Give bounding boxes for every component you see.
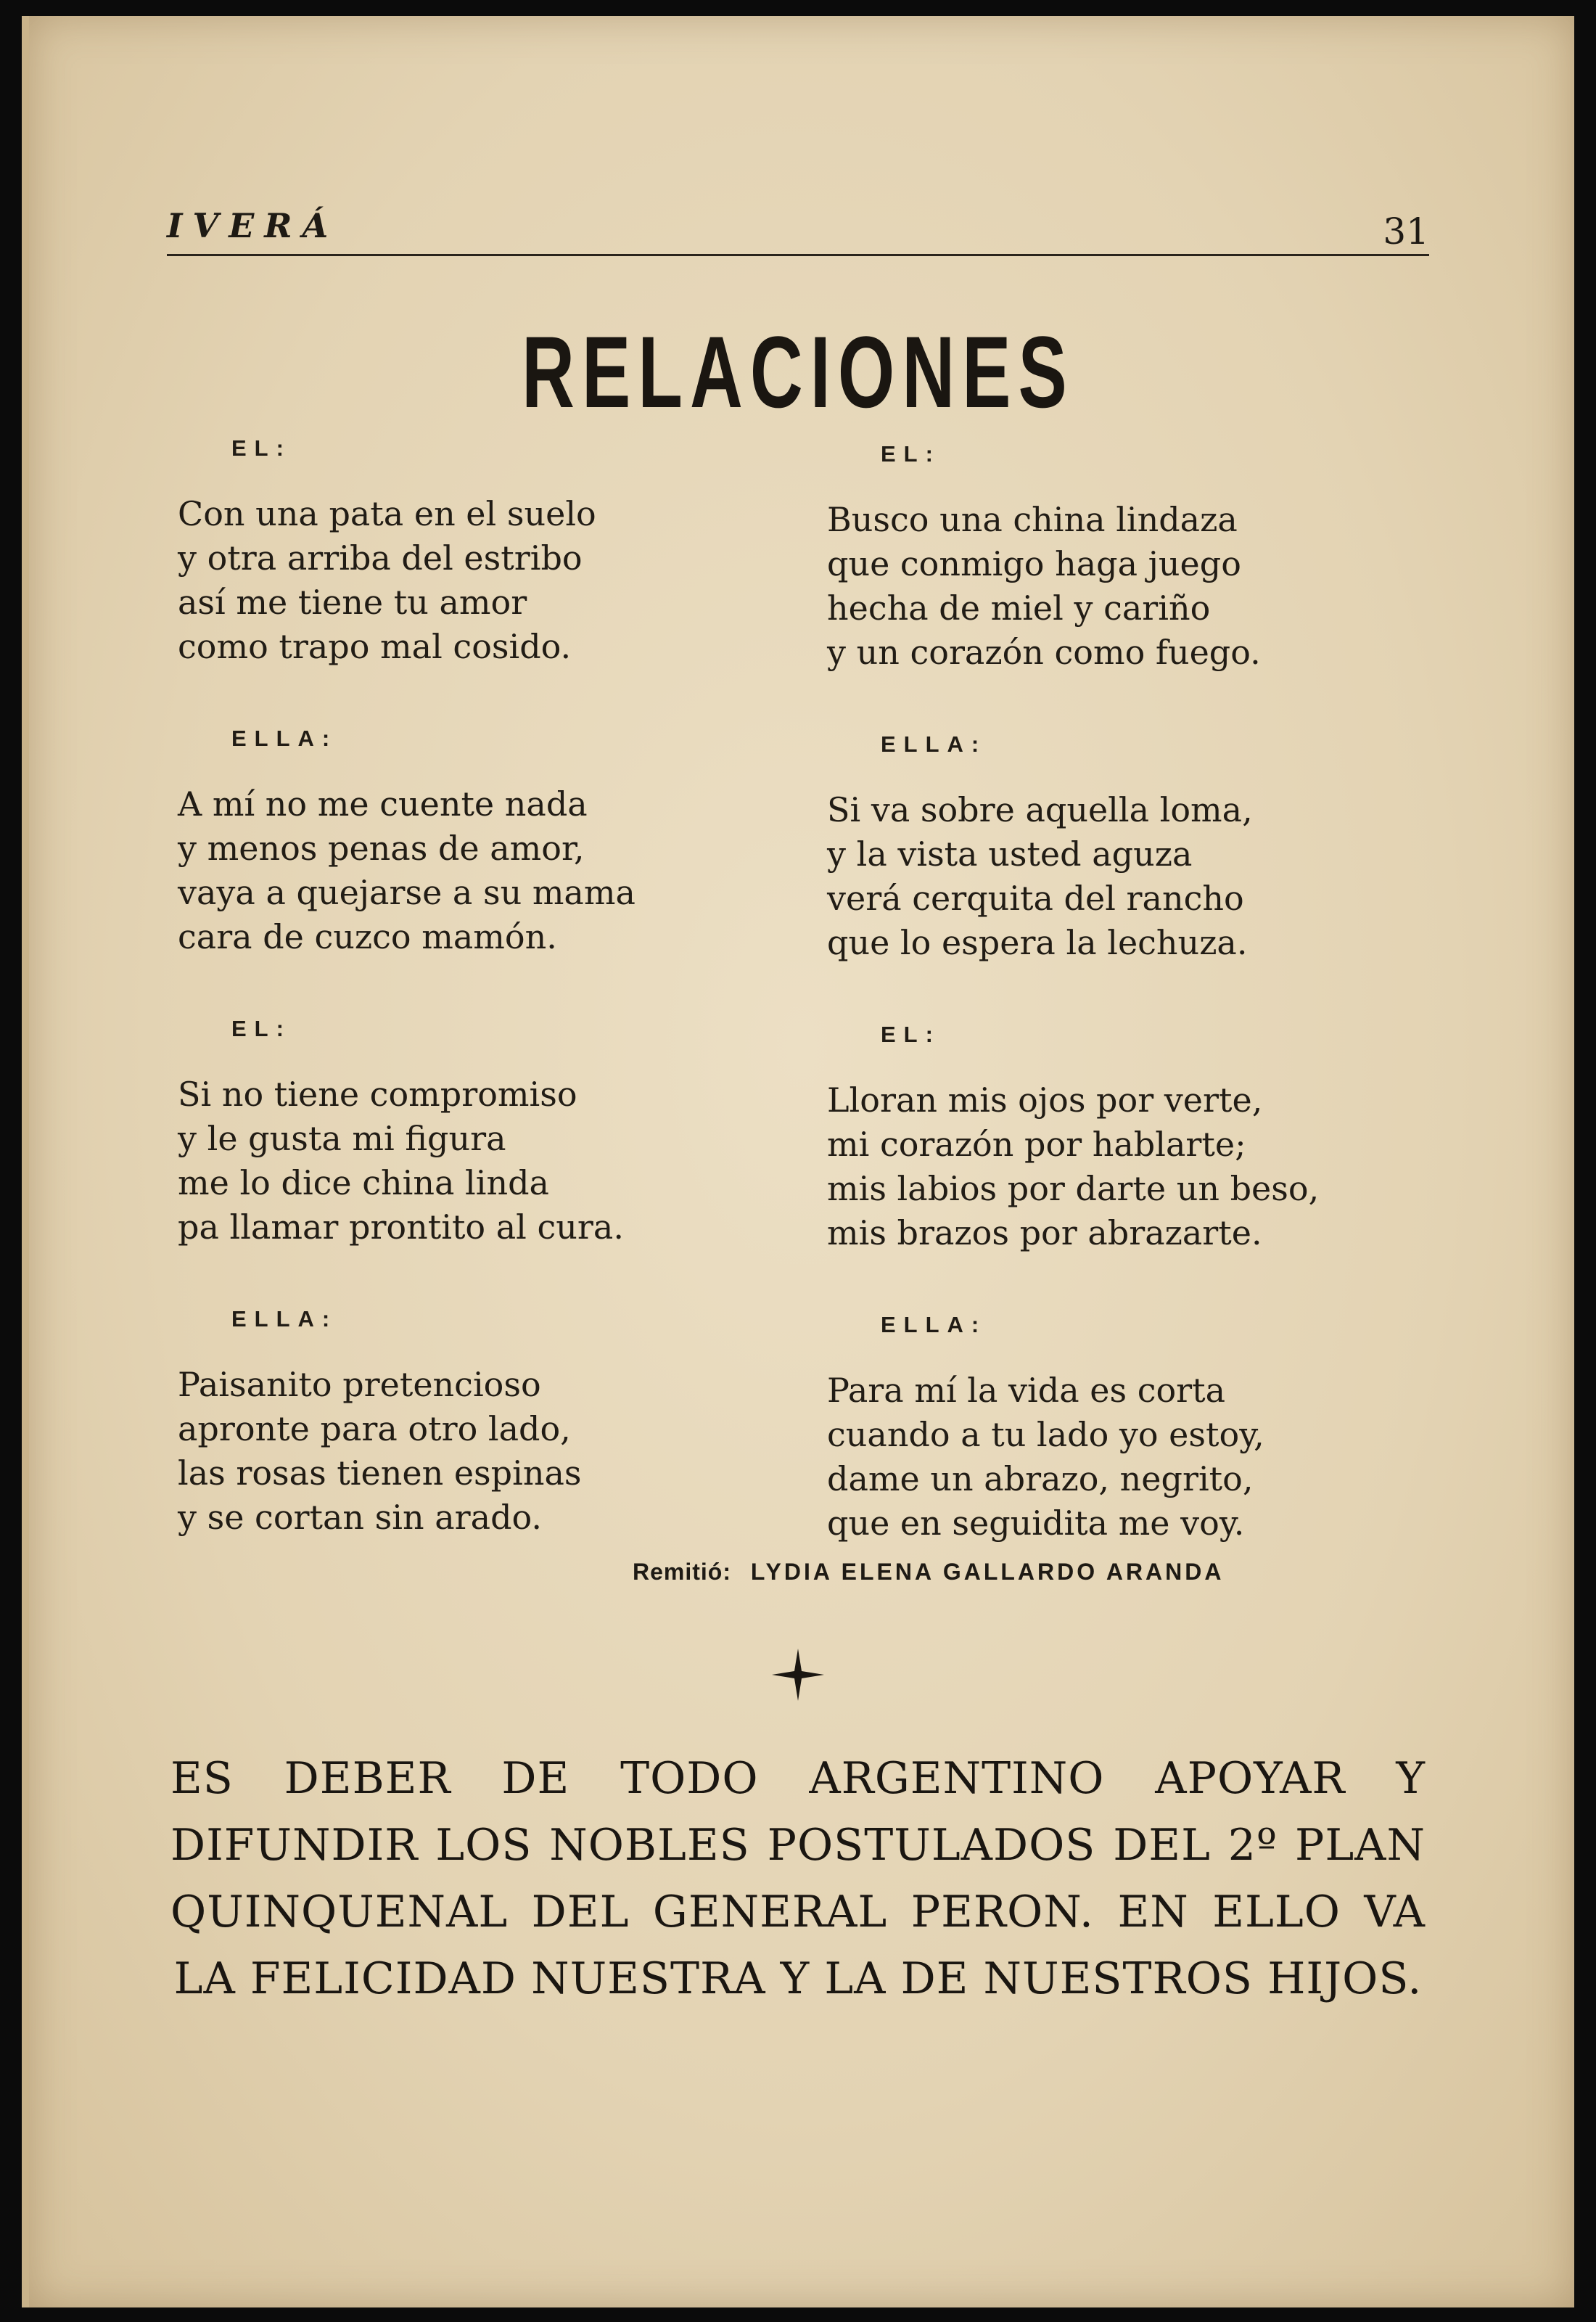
verse-line: Paisanito pretencioso (178, 1365, 541, 1404)
speaker-label: ELLA: (231, 1306, 338, 1332)
verse-line: y se cortan sin arado. (178, 1498, 543, 1537)
stanza (178, 1306, 744, 1540)
verse (178, 1072, 744, 1250)
verse-line: y un corazón como fuego. (827, 633, 1261, 672)
page-number: 31 (1383, 210, 1429, 253)
credit-name: LYDIA ELENA GALLARDO ARANDA (750, 1559, 1225, 1585)
stanza (178, 435, 744, 669)
speaker-label: EL: (231, 1016, 292, 1041)
verse-line: y otra arriba del estribo (178, 538, 583, 578)
verse (827, 1078, 1393, 1255)
verse-line: que conmigo haga juego (827, 544, 1241, 583)
verse-line: dame un abrazo, negrito, (827, 1459, 1254, 1498)
verse (827, 498, 1393, 675)
verse-line: como trapo mal cosido. (178, 627, 572, 666)
verse-line: pa llamar prontito al cura. (178, 1207, 624, 1247)
poem-title: RELACIONES (522, 315, 1074, 429)
stanza (827, 1312, 1393, 1546)
verse (827, 1369, 1393, 1546)
verse-line: mis labios por darte un beso, (827, 1169, 1320, 1208)
verse-line: así me tiene tu amor (178, 583, 527, 622)
stanza (827, 1022, 1393, 1255)
verse-line: apronte para otro lado, (178, 1409, 571, 1448)
verse-line: y la vista usted aguza (827, 834, 1193, 874)
speaker-label: ELLA: (881, 1312, 987, 1337)
page-header (167, 196, 1429, 256)
verse-line: las rosas tienen espinas (178, 1453, 582, 1493)
credit-line (633, 1559, 1224, 1585)
speaker-label: EL: (881, 441, 941, 467)
verse-line: Para mí la vida es corta (827, 1371, 1226, 1410)
verse-line: que lo espera la lechuza. (827, 923, 1248, 962)
running-title: IVERÁ (167, 206, 339, 245)
verse-line: que en seguidita me voy. (827, 1503, 1245, 1543)
stanza (827, 441, 1393, 675)
speaker-label: ELLA: (881, 731, 987, 757)
verse-line: verá cerquita del rancho (827, 879, 1244, 918)
four-point-star-icon (772, 1649, 824, 1701)
verse-line: cara de cuzco mamón. (178, 917, 557, 956)
verse (178, 1363, 744, 1540)
verse-line: Lloran mis ojos por verte, (827, 1080, 1263, 1120)
stanza (827, 731, 1393, 965)
left-column (178, 435, 744, 1596)
verse (178, 492, 744, 669)
credit-label: Remitió: (633, 1559, 731, 1585)
verse-line: Con una pata en el suelo (178, 494, 596, 533)
verse-line: Si va sobre aquella loma, (827, 790, 1253, 829)
verse-line: vaya a quejarse a su mama (178, 873, 635, 912)
verse-line: y menos penas de amor, (178, 829, 585, 868)
speaker-label: EL: (231, 435, 292, 461)
stanza (178, 726, 744, 959)
right-column (827, 441, 1393, 1602)
verse (178, 782, 744, 959)
verse-line: mi corazón por hablarte; (827, 1125, 1246, 1164)
verse-line: mis brazos por abrazarte. (827, 1213, 1262, 1252)
verse-line: Busco una china lindaza (827, 500, 1238, 539)
speaker-label: ELLA: (231, 726, 338, 751)
verse-line: A mí no me cuente nada (178, 784, 588, 824)
verse-line: Si no tiene compromiso (178, 1075, 577, 1114)
speaker-label: EL: (881, 1022, 941, 1047)
footer-notice: ES DEBER DE TODO ARGENTINO APOYAR Y DIFUNDIR LOS NOBLES POSTULADOS DEL 2º PLAN QUINQUENAL DEL GENERAL PERON. EN ELLO VA LA FELICIDAD NUESTRA Y LA DE NUESTROS HIJOS. (170, 1753, 1426, 2004)
verse-line: cuando a tu lado yo estoy, (827, 1415, 1264, 1454)
verse (827, 788, 1393, 965)
stanza (178, 1016, 744, 1250)
verse-line: me lo dice china linda (178, 1163, 549, 1202)
verse-line: hecha de miel y cariño (827, 588, 1211, 628)
verse-line: y le gusta mi figura (178, 1119, 506, 1158)
